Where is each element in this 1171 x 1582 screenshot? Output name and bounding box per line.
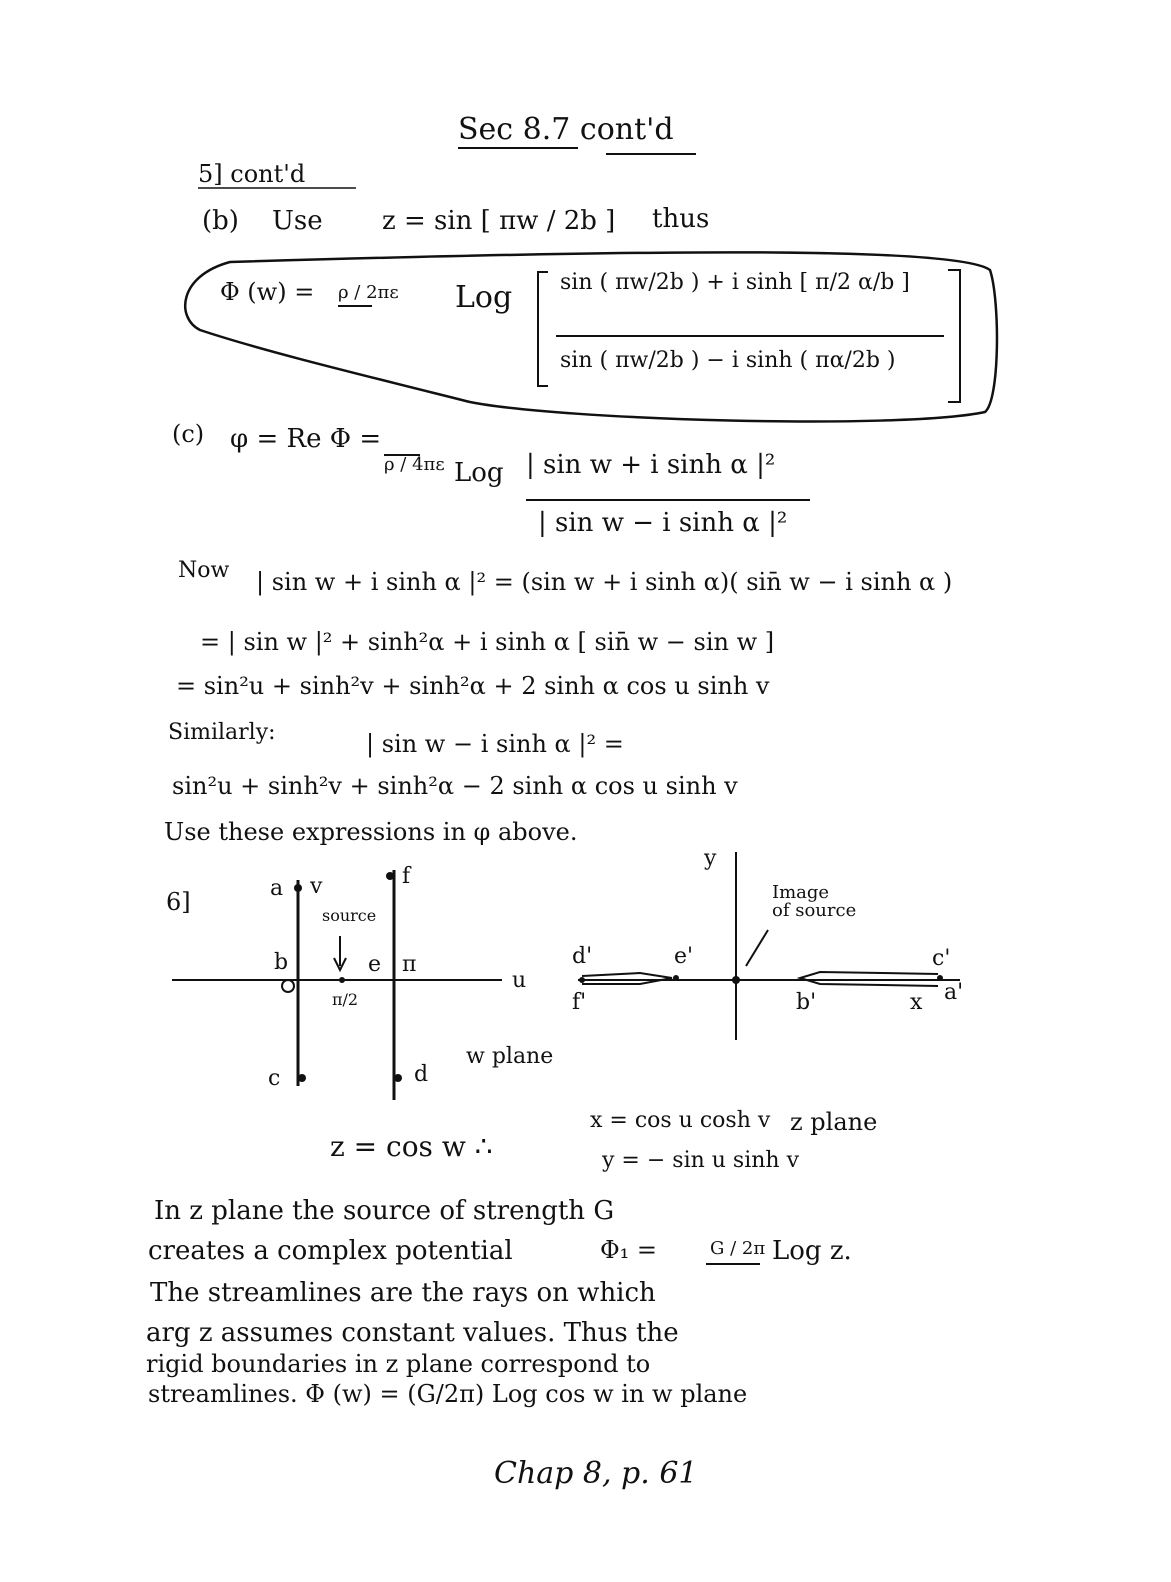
w-pi-half-label: π/2 [332, 990, 359, 1009]
phi-w-coef: ρ / 2πε [338, 282, 399, 303]
part-b-thus: thus [652, 204, 710, 234]
x-equation: x = cos u cosh v [590, 1108, 771, 1133]
use-expressions-line: Use these expressions in φ above. [164, 818, 578, 846]
phi-w-log: Log [455, 280, 513, 315]
similarly-label: Similarly: [168, 720, 276, 745]
w-source-label: source [322, 906, 377, 925]
paragraph-line-4: arg z assumes constant values. Thus the [146, 1318, 679, 1348]
now-label: Now [178, 558, 230, 583]
z-point-a: a' [944, 980, 964, 1005]
potential-lhs: Φ₁ = [600, 1236, 658, 1264]
w-point-a: a [270, 876, 284, 901]
w-point-d: d [414, 1062, 429, 1087]
potential-log: Log z. [772, 1236, 852, 1266]
part-b-use: Use [272, 206, 323, 236]
w-axis-v: v [310, 874, 323, 899]
w-point-c: c [268, 1066, 281, 1091]
part-b-label: (b) [202, 206, 239, 236]
y-equation: y = − sin u sinh v [602, 1148, 800, 1173]
w-plane-caption: w plane [466, 1044, 554, 1069]
z-axis-y: y [704, 846, 717, 871]
expansion-line-2: = | sin w |² + sinh²α + i sinh α [ sin̄ w − sin w ] [200, 628, 775, 656]
paragraph-line-1: In z plane the source of strength G [154, 1196, 615, 1226]
w-point-e: e [368, 952, 382, 977]
z-plane-caption: z plane [790, 1108, 878, 1136]
z-point-e: e' [674, 944, 694, 969]
part-c-numerator: | sin w + i sinh α |² [526, 450, 776, 480]
page-footer: Chap 8, p. 61 [494, 1456, 698, 1491]
w-point-f: f [402, 864, 411, 889]
part-c-label: (c) [172, 420, 205, 448]
similarly-expr: | sin w − i sinh α |² = [366, 730, 624, 758]
w-pi-label: π [402, 952, 417, 977]
part-c-denominator: | sin w − i sinh α |² [538, 508, 788, 538]
z-point-c: c' [932, 946, 951, 971]
z-point-d: d' [572, 944, 593, 969]
problem-6-label: 6] [166, 888, 191, 916]
phi-w-numerator: sin ( πw/2b ) + i sinh [ π/2 α/b ] [560, 270, 910, 295]
paragraph-line-5: rigid boundaries in z plane correspond to [146, 1350, 651, 1378]
part-b-z-map: z = sin [ πw / 2b ] [382, 206, 616, 236]
phi-w-lhs: Φ (w) = [220, 278, 315, 306]
phi-w-denominator: sin ( πw/2b ) − i sinh ( πα/2b ) [560, 348, 896, 373]
problem-5-label: 5] cont'd [198, 160, 306, 188]
potential-coef: G / 2π [710, 1238, 766, 1259]
paragraph-line-3: The streamlines are the rays on which [150, 1278, 656, 1308]
z-image-label-1: Image [772, 882, 830, 903]
page-title: Sec 8.7 cont'd [458, 112, 674, 147]
slit-left [582, 973, 672, 984]
expansion-line-3: = sin²u + sinh²v + sinh²α + 2 sinh α cos u sinh v [176, 672, 770, 700]
z-axis-x: x [910, 990, 923, 1015]
source-point [339, 977, 345, 983]
similarly-result: sin²u + sinh²v + sinh²α − 2 sinh α cos u sinh v [172, 772, 738, 800]
mapping-equation: z = cos w ∴ [330, 1130, 493, 1163]
paragraph-line-6: streamlines. Φ (w) = (G/2π) Log cos w in w plane [148, 1380, 748, 1408]
z-image-label-2: of source [772, 900, 857, 921]
expansion-line-1: | sin w + i sinh α |² = (sin w + i sinh α)( sin̄ w − i sinh α ) [256, 568, 953, 596]
part-c-log: Log [454, 458, 504, 488]
w-axis-u: u [512, 968, 527, 993]
image-of-source-point [732, 976, 740, 984]
z-point-f: f' [572, 990, 587, 1015]
z-point-b: b' [796, 990, 817, 1015]
part-c-coef: ρ / 4πε [384, 454, 445, 475]
paragraph-line-2: creates a complex potential [148, 1236, 513, 1266]
w-point-b: b [274, 950, 289, 975]
part-c-phi-eq: φ = Re Φ = [230, 424, 382, 454]
